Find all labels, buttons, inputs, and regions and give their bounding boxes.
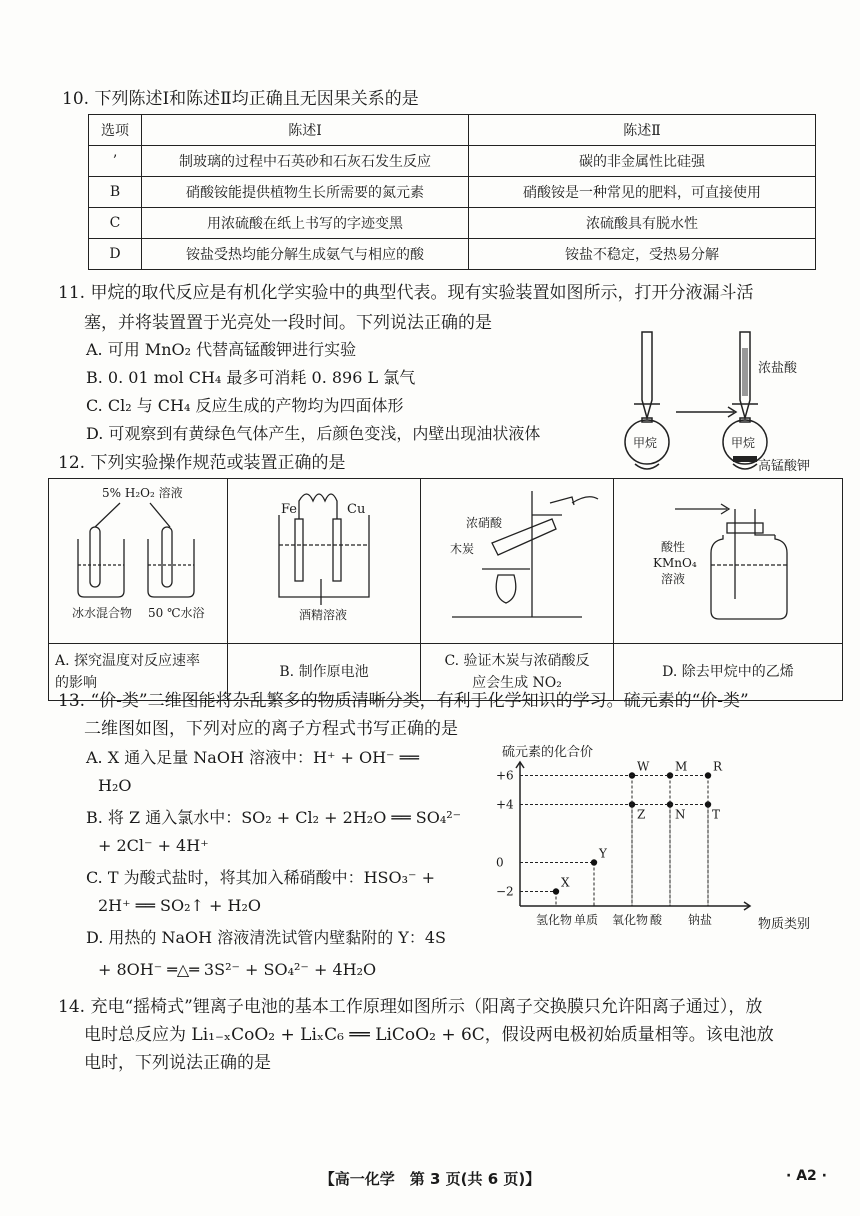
header-option: 选项 bbox=[89, 115, 142, 146]
label-flask2: 甲烷 bbox=[731, 436, 756, 450]
q14-line1: 14. 充电“摇椅式”锂离子电池的基本工作原理如图所示（阳离子交换膜只允许阳离子通过），放 bbox=[58, 997, 763, 1017]
q12-fig-b-cell bbox=[228, 479, 421, 644]
caption-c-line1: C. 验证木炭与浓硝酸反 bbox=[444, 653, 590, 669]
caption-c-line2: 应会生成 NO₂ bbox=[472, 675, 562, 691]
page-code: · A2 · bbox=[786, 1168, 827, 1184]
table-row bbox=[89, 208, 816, 239]
fig-a-left-label: 冰水混合物 bbox=[72, 606, 133, 620]
chart-ylabel: 硫元素的化合价 bbox=[502, 745, 594, 760]
row-statement-1: 铵盐受热均能分解生成氨气与相应的酸 bbox=[142, 239, 469, 270]
q10-table bbox=[88, 114, 816, 270]
q13-option-b-1: B. 将 Z 通入氯水中：SO₂ + Cl₂ + 2H₂O ══ SO₄²⁻ bbox=[86, 808, 462, 827]
q11-option-b: B. 0. 01 mol CH₄ 最多可消耗 0. 896 L 氯气 bbox=[86, 368, 416, 387]
fig-b-cell bbox=[229, 479, 419, 639]
point-label: M bbox=[675, 759, 688, 774]
table-row bbox=[89, 146, 816, 177]
y-tick-label: 0 bbox=[496, 855, 504, 870]
valence-class-chart bbox=[470, 742, 820, 938]
fig-d-wash-bottle bbox=[615, 479, 841, 639]
q14-line2: 电时总反应为 Li₁₋ₓCoO₂ + LiₓC₆ ══ LiCoO₂ + 6C，假设两电极初始质量相等。该电池放 bbox=[84, 1025, 774, 1045]
q12-title: 12. 下列实验操作规范或装置正确的是 bbox=[58, 453, 346, 473]
q12-table bbox=[48, 478, 843, 701]
row-statement-2: 浓硫酸具有脱水性 bbox=[469, 208, 816, 239]
q11-option-c: C. Cl₂ 与 CH₄ 反应生成的产物均为四面体形 bbox=[86, 396, 404, 415]
data-point bbox=[591, 859, 597, 865]
caption-a-line2: 的影响 bbox=[55, 675, 97, 691]
q12-fig-c-cell bbox=[421, 479, 614, 644]
q11-option-d: D. 可观察到有黄绿色气体产生，后颜色变浅，内壁出现油状液体 bbox=[86, 424, 541, 443]
point-label: X bbox=[561, 875, 570, 890]
q13-line1: 13. “价-类”二维图能将杂乱繁多的物质清晰分类，有利于化学知识的学习。硫元素的“价-类” bbox=[58, 691, 749, 711]
fig-b-cu: Cu bbox=[347, 502, 366, 517]
point-label: R bbox=[713, 759, 723, 774]
q13-option-c-1: C. T 为酸式盐时，将其加入稀硝酸中：HSO₃⁻ + bbox=[86, 868, 435, 887]
table-header-row bbox=[89, 115, 816, 146]
label-hcl: 浓盐酸 bbox=[758, 361, 798, 376]
x-tick-label: 氢化物 bbox=[536, 913, 573, 927]
row-statement-1: 用浓硫酸在纸上书写的字迹变黑 bbox=[142, 208, 469, 239]
row-statement-2: 硝酸铵是一种常见的肥料，可直接使用 bbox=[469, 177, 816, 208]
data-point bbox=[705, 772, 711, 778]
row-statement-2: 碳的非金属性比硅强 bbox=[469, 146, 816, 177]
row-option: ’ bbox=[89, 146, 142, 177]
row-option: C bbox=[89, 208, 142, 239]
fig-a-beakers bbox=[50, 479, 226, 639]
label-flask1: 甲烷 bbox=[633, 436, 658, 450]
q13-option-b-2: + 2Cl⁻ + 4H⁺ bbox=[98, 836, 209, 855]
q13-option-a-1: A. X 通入足量 NaOH 溶液中：H⁺ + OH⁻ ══ bbox=[86, 748, 419, 767]
x-tick-label: 钠盐 bbox=[688, 913, 713, 927]
chart-xlabel: 物质类别 bbox=[758, 917, 811, 932]
point-label: N bbox=[675, 807, 686, 822]
label-kmno4: 高锰酸钾 bbox=[758, 459, 811, 474]
fig-d-line3: 溶液 bbox=[661, 572, 686, 586]
point-label: W bbox=[637, 759, 650, 774]
caption-d-line1: D. 除去甲烷中的乙烯 bbox=[662, 664, 794, 680]
fig-d-line1: 酸性 bbox=[661, 540, 686, 554]
fig-a-right-label: 50 ℃水浴 bbox=[148, 606, 205, 620]
y-tick-label: +4 bbox=[496, 797, 514, 812]
header-statement-1: 陈述Ⅰ bbox=[142, 115, 469, 146]
point-label: Z bbox=[637, 807, 646, 822]
x-tick-label: 酸 bbox=[650, 913, 663, 927]
header-statement-2: 陈述Ⅱ bbox=[469, 115, 816, 146]
q11-apparatus-figure bbox=[608, 330, 818, 474]
x-tick-label: 单质 bbox=[574, 913, 599, 927]
x-tick-label: 氧化物 bbox=[612, 913, 649, 927]
q12-fig-d-cell bbox=[614, 479, 843, 644]
row-statement-2: 铵盐不稳定，受热易分解 bbox=[469, 239, 816, 270]
q11-line2: 塞，并将装置置于光亮处一段时间。下列说法正确的是 bbox=[84, 313, 492, 333]
fig-c-apparatus bbox=[422, 479, 612, 639]
q14-line3: 电时，下列说法正确的是 bbox=[84, 1053, 271, 1073]
data-point bbox=[553, 888, 559, 894]
fig-b-fe: Fe bbox=[281, 502, 298, 517]
fig-a-top-label: 5% H₂O₂ 溶液 bbox=[102, 486, 183, 500]
q13-line2: 二维图如图，下列对应的离子方程式书写正确的是 bbox=[84, 719, 458, 739]
fig-d-line2: KMnO₄ bbox=[653, 556, 697, 570]
q13-option-d-1: D. 用热的 NaOH 溶液清洗试管内壁黏附的 Y：4S bbox=[86, 928, 447, 947]
fig-b-liquid: 酒精溶液 bbox=[299, 608, 348, 622]
q13-option-a-2: H₂O bbox=[98, 776, 132, 795]
point-label: Y bbox=[599, 846, 607, 861]
q13-option-d-2: + 8OH⁻ ═△═ 3S²⁻ + SO₄²⁻ + 4H₂O bbox=[98, 960, 377, 979]
row-statement-1: 硝酸铵能提供植物生长所需要的氮元素 bbox=[142, 177, 469, 208]
q11-option-a: A. 可用 MnO₂ 代替高锰酸钾进行实验 bbox=[86, 340, 357, 359]
row-statement-1: 制玻璃的过程中石英砂和石灰石发生反应 bbox=[142, 146, 469, 177]
fig-c-acid: 浓硝酸 bbox=[466, 516, 503, 530]
q10-title: 10. 下列陈述Ⅰ和陈述Ⅱ均正确且无因果关系的是 bbox=[62, 89, 419, 109]
point-label: T bbox=[712, 807, 721, 822]
row-option: D bbox=[89, 239, 142, 270]
table-row bbox=[89, 177, 816, 208]
caption-b-line1: B. 制作原电池 bbox=[279, 664, 369, 680]
caption-a-line1: A. 探究温度对反应速率 bbox=[55, 653, 201, 669]
q11-line1: 11. 甲烷的取代反应是有机化学实验中的典型代表。现有实验装置如图所示，打开分液漏斗活 bbox=[58, 283, 754, 303]
q13-option-c-2: 2H⁺ ══ SO₂↑ + H₂O bbox=[98, 896, 261, 915]
table-row bbox=[89, 239, 816, 270]
row-option: B bbox=[89, 177, 142, 208]
page-footer: 【高一化学 第 3 页(共 6 页)】 bbox=[319, 1170, 541, 1188]
fig-c-carbon: 木炭 bbox=[450, 542, 475, 556]
q12-fig-a-cell bbox=[49, 479, 228, 644]
y-tick-label: +6 bbox=[496, 768, 514, 783]
y-tick-label: −2 bbox=[496, 884, 514, 899]
